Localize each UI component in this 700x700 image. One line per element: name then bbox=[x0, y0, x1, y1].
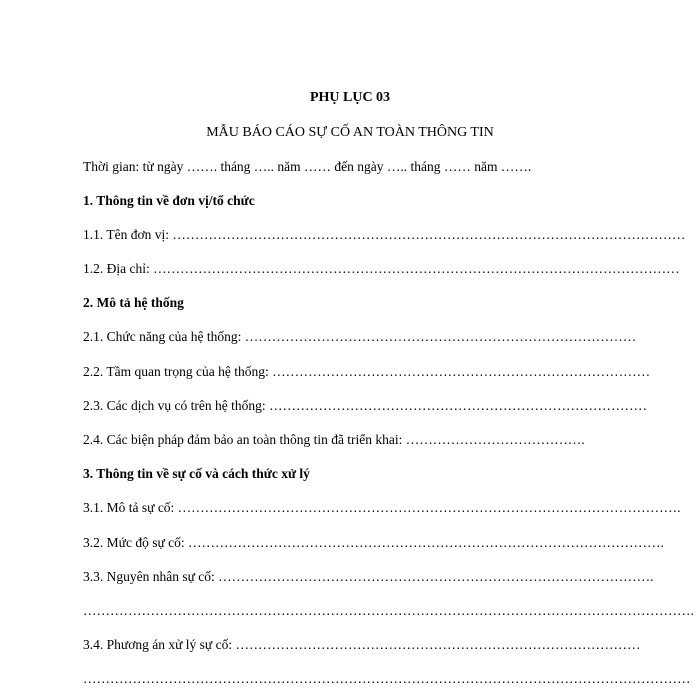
appendix-heading: PHỤ LỤC 03 bbox=[309, 90, 391, 105]
field-incident-resolution-continued: ……………………………………………………………………………………………………………………… bbox=[83, 671, 691, 686]
field-system-function: 2.1. Chức năng của hệ thống: …………………………………………………………………………… bbox=[83, 329, 637, 344]
field-incident-severity: 3.2. Mức độ sự cố: ……………………………………………………………………………………………. bbox=[83, 535, 664, 550]
field-system-services: 2.3. Các dịch vụ có trên hệ thống: ………………………………………………………………………… bbox=[83, 398, 647, 413]
section-1-heading: 1. Thông tin về đơn vị/tổ chức bbox=[83, 193, 255, 208]
field-security-measures: 2.4. Các biện pháp đảm bảo an toàn thông tin đã triển khai: …………………………………. bbox=[83, 432, 585, 447]
form-title: MẪU BÁO CÁO SỰ CỐ AN TOÀN THÔNG TIN bbox=[206, 125, 494, 140]
field-system-importance: 2.2. Tầm quan trọng của hệ thống: ………………………………………………………………………… bbox=[83, 364, 651, 379]
field-unit-name: 1.1. Tên đơn vị: …………………………………………………………………………………………………… bbox=[83, 227, 686, 242]
section-2-heading: 2. Mô tả hệ thống bbox=[83, 295, 184, 310]
field-incident-resolution: 3.4. Phương án xử lý sự cố: ……………………………………………………………………………… bbox=[83, 637, 641, 652]
field-incident-cause: 3.3. Nguyên nhân sự cố: ……………………………………………………………………………………. bbox=[83, 569, 654, 584]
section-3-heading: 3. Thông tin về sự cố và cách thức xử lý bbox=[83, 466, 310, 481]
field-incident-description: 3.1. Mô tả sự cố: …………………………………………………………………………………………………. bbox=[83, 500, 681, 515]
field-incident-cause-continued: ………………………………………………………………………………………………………………………. bbox=[83, 603, 694, 618]
reporting-period: Thời gian: từ ngày ……. tháng ….. năm …… đến ngày ….. tháng …… năm ……. bbox=[83, 159, 532, 174]
field-address: 1.2. Địa chỉ: ……………………………………………………………………………………………………… bbox=[83, 261, 680, 276]
